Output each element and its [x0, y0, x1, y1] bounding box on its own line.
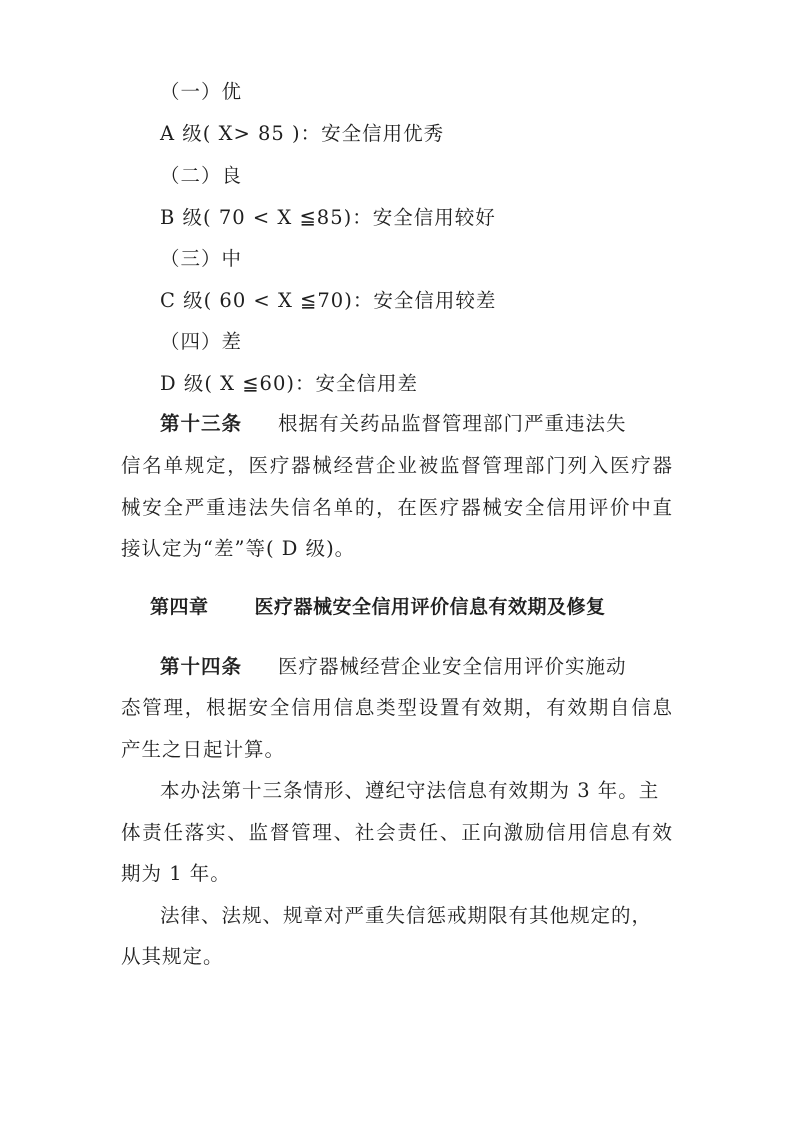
- grade-heading-excellent: （一）优: [160, 80, 243, 103]
- validity-paragraph-line: 期为 1 年。: [121, 862, 231, 885]
- article-13-first-line: [160, 408, 627, 436]
- grade-b-line: B 级( 70 < X ≦85)：安全信用较好: [160, 206, 496, 229]
- article-14-title: 第十四条: [160, 655, 243, 678]
- grade-heading-medium: （三）中: [160, 247, 243, 270]
- validity-paragraph-line: 体责任落实、监督管理、社会责任、正向激励信用信息有效: [121, 821, 673, 844]
- grade-heading-good: （二）良: [160, 164, 243, 187]
- grade-d-line: D 级( X ≦60)：安全信用差: [160, 372, 418, 395]
- law-paragraph-line: 法律、法规、规章对严重失信惩戒期限有其他规定的，: [160, 904, 653, 927]
- article-13-line: 信名单规定，医疗器械经营企业被监督管理部门列入医疗器: [121, 454, 673, 477]
- grade-heading-poor: （四）差: [160, 330, 243, 353]
- chapter-title: 医疗器械安全信用评价信息有效期及修复: [254, 596, 606, 618]
- validity-paragraph-line: 本办法第十三条情形、遵纪守法信息有效期为 3 年。主: [160, 779, 660, 802]
- article-14-line: 产生之日起计算。: [121, 738, 286, 761]
- chapter-heading: [150, 592, 606, 619]
- article-14-line: 态管理，根据安全信用信息类型设置有效期，有效期自信息: [121, 696, 673, 719]
- article-14-first-line: [160, 651, 627, 679]
- article-13-line: 接认定为“差”等( D 级)。: [121, 537, 356, 560]
- law-paragraph-line: 从其规定。: [121, 945, 224, 968]
- grade-c-line: C 级( 60 < X ≦70)：安全信用较差: [160, 289, 497, 312]
- article-13-title: 第十三条: [160, 412, 243, 435]
- chapter-number: 第四章: [150, 596, 209, 618]
- article-14-text: 医疗器械经营企业安全信用评价实施动: [278, 655, 627, 678]
- article-13-line: 械安全严重违法失信名单的，在医疗器械安全信用评价中直: [121, 496, 673, 519]
- grade-a-line: A 级( X> 85 )：安全信用优秀: [160, 122, 445, 145]
- article-13-text: 根据有关药品监督管理部门严重违法失: [278, 412, 627, 435]
